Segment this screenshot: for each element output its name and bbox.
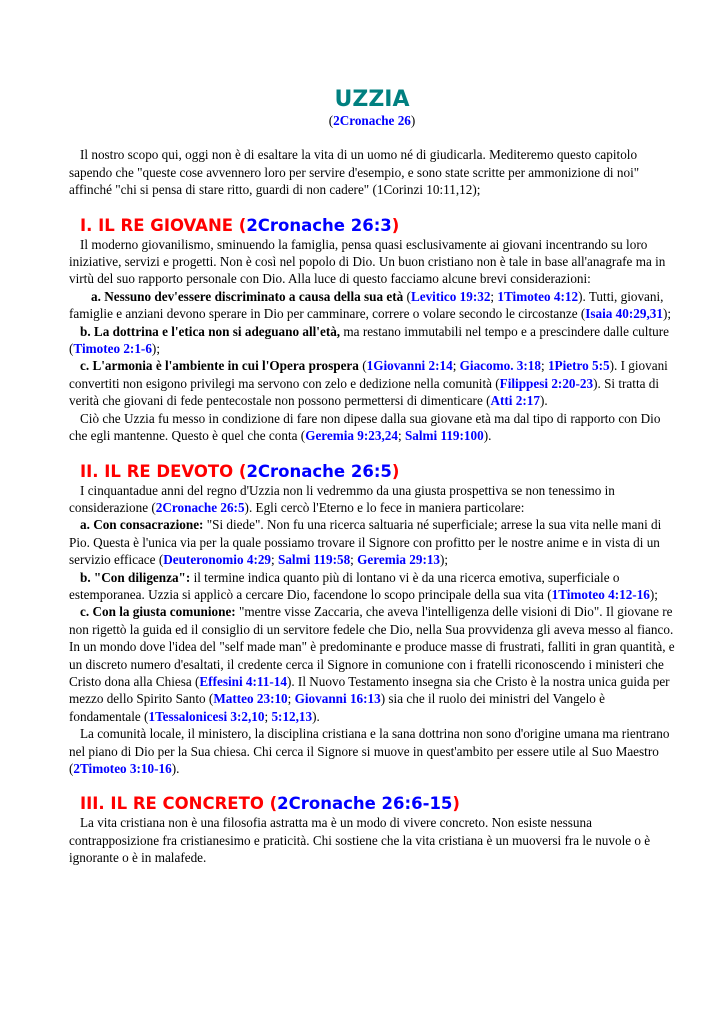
ref-link[interactable]: 1Timoteo 4:12 bbox=[497, 288, 579, 304]
point-text: ); bbox=[151, 341, 160, 357]
paragraph-text: La comunità locale, il ministero, la disciplina cristiana e la sana dottrina non sono d'origine umana ma rientrano nel piano di Dio per la Sua chiesa. Chi cerca il Signore si muove in quest'ambito per essere utile al Suo Maestro ( bbox=[69, 726, 670, 776]
ref-link[interactable]: 1Pietro 5:5 bbox=[547, 358, 610, 374]
paren: ( bbox=[328, 113, 334, 128]
point-text: ). Il Nuovo Testamento insegna sia che Cristo è la nostra unica guida per mezzo dello Spirito Santo ( bbox=[69, 673, 670, 707]
point-text: ); bbox=[440, 552, 449, 568]
section-3-paragraph: La vita cristiana non è una filosofia astratta ma è un modo di vivere concreto. Non esiste nessuna contrapposizione fra cristianesimo e praticità. Chi sostiene che la vita cristiana è un muoversi fra le nuvole o è ignorante o è in malafede. bbox=[69, 815, 651, 866]
section-2-closing bbox=[69, 725, 675, 777]
point-text: il termine indica quanto più di lontano vi è da una ricerca emotiva, superficiale o estemporanea. Uzzia si applicò a cercare Dio, facendone lo scopo principale della sua vita ( bbox=[69, 569, 620, 602]
point-text: "mentre visse Zaccaria, che aveva l'intelligenza delle visioni di Dio". Il giovane re non rigettò la guida ed il consiglio di un servitore fedele che Dio, nella Sua provvidenza gli aveva messo al fianco. In un mondo dove l'idea del "self made man" è predominante e produce masse di frustrati, falliti in gran quantità, e un discreto numero d'esaltati, il credente cerca il Signore in comunione con i fratelli riconoscendo i ministeri che Cristo dona alla Chiesa ( bbox=[69, 604, 675, 689]
paragraph-text: ). bbox=[483, 428, 492, 444]
page-subtitle bbox=[69, 112, 675, 129]
ref-link[interactable]: Giacomo. 3:18 bbox=[459, 358, 541, 374]
heading-text: ) bbox=[391, 215, 400, 235]
ref-link[interactable]: Timoteo 2:1-6 bbox=[73, 341, 152, 357]
section-1-point-c bbox=[69, 357, 675, 409]
ref-link[interactable]: 2Timoteo 3:10-16 bbox=[73, 761, 172, 776]
point-text: ); bbox=[649, 586, 658, 602]
point-text: ; bbox=[490, 288, 498, 304]
ref-link[interactable]: 1Timoteo 4:12-16 bbox=[551, 586, 650, 602]
heading-text: III. IL RE CONCRETO ( bbox=[80, 794, 278, 814]
section-3-heading bbox=[80, 794, 675, 814]
ref-link[interactable]: Matteo 23:10 bbox=[213, 691, 288, 707]
ref-link[interactable]: Effesini 4:11-14 bbox=[199, 673, 287, 689]
section-2-paragraph bbox=[69, 482, 675, 517]
intro-paragraph: Il nostro scopo qui, oggi non è di esaltare la vita di un uomo né di giudicarla. Mediteremo questo capitolo sapendo che "queste cose avvennero loro per servire d'esempio, e sono state scritte per ammonizione di noi" affinché "chi si pensa di stare ritto, guardi di non cadere" (1Corinzi 10:11,12); bbox=[69, 147, 640, 198]
section-2-point-b bbox=[69, 569, 675, 604]
point-text: ). Tutti, giovani, famiglie e anziani devono sperare in Dio per camminare, correre o volare secondo le circostanze ( bbox=[69, 288, 664, 322]
section-1-heading bbox=[80, 216, 675, 236]
point-text: ) sia che il ruolo dei ministri del Vangelo è fondamentale ( bbox=[69, 691, 605, 724]
ref-link[interactable]: Filippesi 2:20-23 bbox=[499, 375, 594, 391]
point-text: ). Si tratta di verità che giovani di fede pentecostale non possono permettersi di dimenticare ( bbox=[69, 375, 660, 409]
paragraph-text: ; bbox=[397, 428, 405, 444]
section-2-point-c bbox=[69, 603, 675, 725]
ref-link[interactable]: Salmi 119:58 bbox=[278, 552, 351, 568]
point-text: ( bbox=[403, 288, 411, 304]
point-text: ). bbox=[539, 393, 548, 409]
heading-text: ) bbox=[452, 794, 460, 814]
section-2-heading bbox=[80, 462, 675, 482]
page-title: UZZIA bbox=[334, 87, 410, 112]
section-1-closing bbox=[69, 410, 675, 445]
heading-text: ) bbox=[391, 461, 400, 481]
ref-link[interactable]: 1Tessalonicesi 3:2,10 bbox=[148, 708, 265, 724]
point-text: ma restano immutabili nel tempo e a prescindere dalle culture ( bbox=[69, 323, 669, 357]
point-text: ); bbox=[662, 306, 671, 322]
point-title: c. L'armonia è l'ambiente in cui l'Opera prospera bbox=[80, 358, 359, 374]
point-title: b. La dottrina e l'etica non si adeguano all'età, bbox=[80, 323, 341, 339]
ref-link[interactable]: 5:12,13 bbox=[271, 708, 313, 724]
ref-link[interactable]: Geremia 29:13 bbox=[357, 552, 441, 568]
heading-text: II. IL RE DEVOTO ( bbox=[80, 461, 247, 481]
document-page bbox=[69, 88, 675, 867]
point-text: ). bbox=[312, 708, 320, 724]
ref-link[interactable]: 2Cronache 26:5 bbox=[246, 461, 392, 481]
ref-link[interactable]: Geremia 9:23,24 bbox=[305, 428, 398, 444]
point-title: a. Con consacrazione: bbox=[80, 517, 204, 533]
point-text: ; bbox=[271, 552, 278, 568]
heading-text: I. IL RE GIOVANE ( bbox=[80, 215, 247, 235]
point-text: ; bbox=[264, 708, 272, 724]
point-text: ; bbox=[452, 358, 460, 374]
paragraph-text: ). Egli cercò l'Eterno e lo fece in maniera particolare: bbox=[244, 499, 525, 515]
point-title: c. Con la giusta comunione: bbox=[80, 604, 236, 620]
ref-link[interactable]: 2Cronache 26 bbox=[333, 113, 411, 128]
point-text: "Si diede". Non fu una ricerca saltuaria né superficiale; arrese la sua vita nelle mani di Pio. Questa è l'unica via per la quale possiamo trovare il Signore con profitto per le nostre anime e in vista di un servizio efficace ( bbox=[69, 517, 662, 568]
paragraph-text: ). bbox=[171, 761, 180, 776]
ref-link[interactable]: 2Cronache 26:5 bbox=[155, 499, 245, 515]
point-text: ; bbox=[287, 691, 295, 707]
point-text: ( bbox=[358, 358, 367, 374]
section-1-point-a bbox=[69, 288, 675, 323]
point-text: ; bbox=[540, 358, 548, 374]
point-text: ; bbox=[350, 552, 358, 568]
ref-link[interactable]: Deuteronomio 4:29 bbox=[163, 552, 272, 568]
paragraph-text: I cinquantadue anni del regno d'Uzzia non li vedremmo da una giusta prospettiva se non tenessimo in considerazione ( bbox=[69, 482, 615, 515]
section-1-paragraph: Il moderno giovanilismo, sminuendo la famiglia, pensa quasi esclusivamente ai giovani incentrando su loro iniziative, servizi e progetti. Non è così nel popolo di Dio. Un buon cristiano non è tale in base all'anagrafe ma in virtù del suo rapporto personale con Dio. Alla luce di questo facciamo alcune brevi considerazioni: bbox=[69, 236, 666, 287]
ref-link[interactable]: Giovanni 16:13 bbox=[294, 691, 381, 707]
point-text: ). I giovani convertiti non esigono privilegi ma servono con zelo e dedizione nella comunità ( bbox=[69, 358, 668, 391]
section-1-point-b bbox=[69, 323, 675, 358]
paragraph-text: Ciò che Uzzia fu messo in condizione di fare non dipese dalla sua giovane età ma dal tipo di rapporto con Dio che egli mantenne. Questo è quel che conta ( bbox=[69, 410, 661, 444]
ref-link[interactable]: 1Giovanni 2:14 bbox=[366, 358, 453, 374]
paren: ) bbox=[410, 113, 416, 128]
ref-link[interactable]: Levitico 19:32 bbox=[410, 288, 491, 304]
ref-link[interactable]: 2Cronache 26:3 bbox=[246, 215, 392, 235]
section-2-point-a bbox=[69, 516, 675, 568]
point-title: a. Nessuno dev'essere discriminato a causa della sua età bbox=[91, 288, 404, 304]
ref-link[interactable]: Isaia 40:29,31 bbox=[585, 306, 663, 322]
ref-link[interactable]: Atti 2:17 bbox=[490, 393, 540, 409]
ref-link[interactable]: 2Cronache 26:6-15 bbox=[277, 794, 453, 814]
point-title: b. "Con diligenza": bbox=[80, 569, 191, 585]
ref-link[interactable]: Salmi 119:100 bbox=[404, 428, 484, 444]
